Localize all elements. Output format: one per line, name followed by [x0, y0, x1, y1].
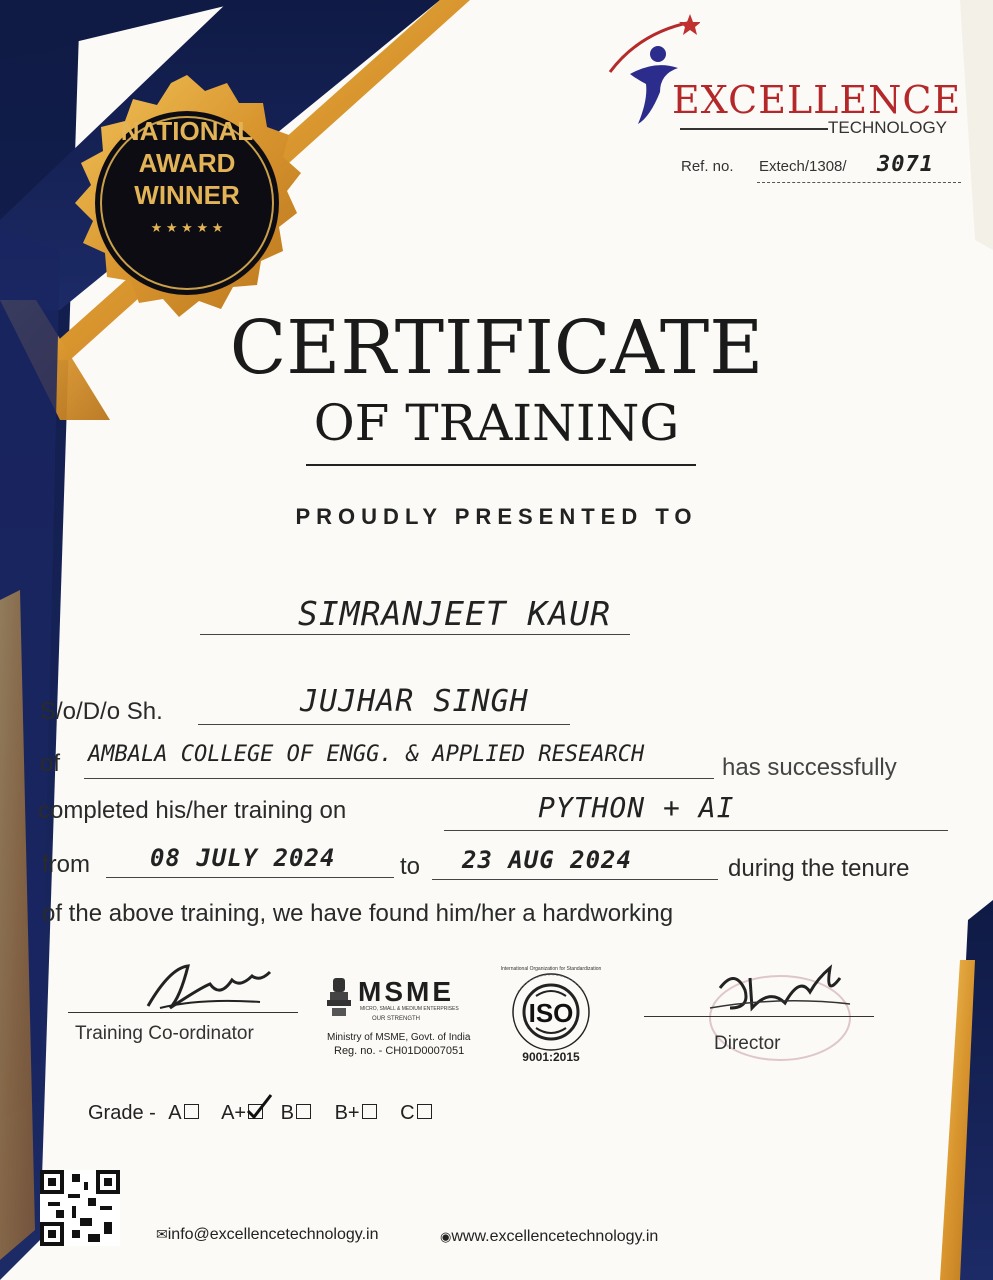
grade-label: Grade - — [88, 1102, 156, 1124]
grade-option-bplus[interactable] — [335, 1102, 377, 1124]
email-icon: ✉ — [156, 1226, 168, 1242]
msme-reg: Reg. no. - CH01D0007051 — [334, 1045, 465, 1057]
grade-option-b[interactable] — [281, 1102, 311, 1124]
grade-b-label: B — [280, 1102, 294, 1124]
to-date: 23 AUG 2024 — [462, 846, 632, 874]
badge-line-2: AWARD — [138, 148, 236, 178]
from-date: 08 JULY 2024 — [150, 844, 336, 872]
title-divider — [306, 464, 696, 466]
iso-text: ISO — [528, 998, 574, 1028]
parent-name: JUJHAR SINGH — [300, 684, 529, 719]
iso-ring-text: International Organization for Standardization — [500, 966, 602, 972]
website-text: www.excellencetechnology.in — [451, 1228, 659, 1245]
recipient-name: SIMRANJEET KAUR — [298, 594, 612, 633]
checkbox-a[interactable] — [184, 1104, 199, 1119]
to-label: to — [400, 853, 421, 880]
checkmark-icon — [245, 1093, 273, 1119]
director-line — [644, 1016, 874, 1017]
footer-email[interactable] — [156, 1226, 378, 1244]
course-line — [444, 830, 948, 831]
footer-website[interactable] — [440, 1228, 658, 1246]
grade-option-a[interactable] — [168, 1102, 198, 1124]
grade-a-label: A — [168, 1102, 182, 1124]
closing-text: of the above training, we have found him/her a hardworking — [42, 900, 674, 927]
from-line — [106, 877, 394, 878]
presented-to: PROUDLY PRESENTED TO — [295, 504, 698, 529]
badge-line-1: NATIONAL — [120, 116, 254, 146]
national-emblem-icon — [324, 976, 354, 1020]
parent-label: S/o/D/o Sh. — [40, 698, 163, 725]
college-label: of — [40, 750, 61, 777]
director-label: Director — [714, 1033, 781, 1054]
checkbox-bplus[interactable] — [362, 1104, 377, 1119]
coordinator-label: Training Co-ordinator — [75, 1023, 254, 1044]
msme-logo — [322, 976, 492, 1066]
college-line — [84, 778, 714, 779]
college-name: AMBALA COLLEGE OF ENGG. & APPLIED RESEARCH — [88, 742, 645, 767]
recipient-line — [200, 634, 630, 635]
from-label: from — [42, 851, 90, 878]
msme-strength: OUR STRENGTH — [372, 1016, 420, 1022]
certificate-title: CERTIFICATE — [229, 305, 764, 391]
email-text: info@excellencetechnology.in — [167, 1226, 379, 1243]
ref-label: Ref. no. — [681, 158, 734, 175]
parent-line — [198, 724, 570, 725]
ref-underline — [757, 182, 961, 183]
certificate-subtitle: OF TRAINING — [313, 394, 680, 452]
iso-badge — [496, 962, 606, 1072]
company-logo — [580, 12, 975, 142]
grade-option-c[interactable] — [400, 1102, 431, 1124]
globe-icon: ◉ — [440, 1229, 452, 1244]
grade-row — [88, 1102, 432, 1132]
to-line — [432, 879, 718, 880]
checkbox-aplus-checked[interactable] — [248, 1104, 263, 1119]
company-sub: TECHNOLOGY — [828, 118, 948, 137]
msme-ministry: Ministry of MSME, Govt. of India — [327, 1032, 471, 1043]
ref-number: 3071 — [877, 152, 934, 177]
logo-rule — [680, 128, 828, 130]
msme-tagline: MICRO, SMALL & MEDIUM ENTERPRISES — [360, 1006, 459, 1012]
ref-prefix: Extech/1308/ — [759, 158, 847, 175]
badge-line-3: WINNER — [134, 180, 240, 210]
coordinator-signature — [140, 958, 280, 1018]
course-name: PYTHON + AI — [538, 791, 735, 824]
grade-aplus-label: A+ — [221, 1102, 247, 1124]
checkbox-b[interactable] — [296, 1104, 311, 1119]
badge-stars: ★ ★ ★ ★ ★ — [150, 220, 224, 235]
dates-suffix: during the tenure — [728, 855, 910, 882]
course-label: completed his/her training on — [38, 797, 347, 824]
coordinator-line — [68, 1012, 298, 1013]
grade-option-aplus[interactable] — [221, 1102, 263, 1124]
grade-c-label: C — [400, 1102, 415, 1124]
msme-name: MSME — [358, 976, 454, 1007]
qr-code-icon[interactable] — [40, 1170, 120, 1246]
national-award-badge — [52, 68, 322, 338]
checkbox-c[interactable] — [417, 1104, 432, 1119]
reference-number — [681, 152, 961, 188]
college-suffix: has successfully — [722, 754, 897, 781]
iso-standard: 9001:2015 — [522, 1050, 580, 1064]
grade-bplus-label: B+ — [334, 1102, 360, 1124]
company-name: EXCELLENCE — [672, 78, 962, 122]
